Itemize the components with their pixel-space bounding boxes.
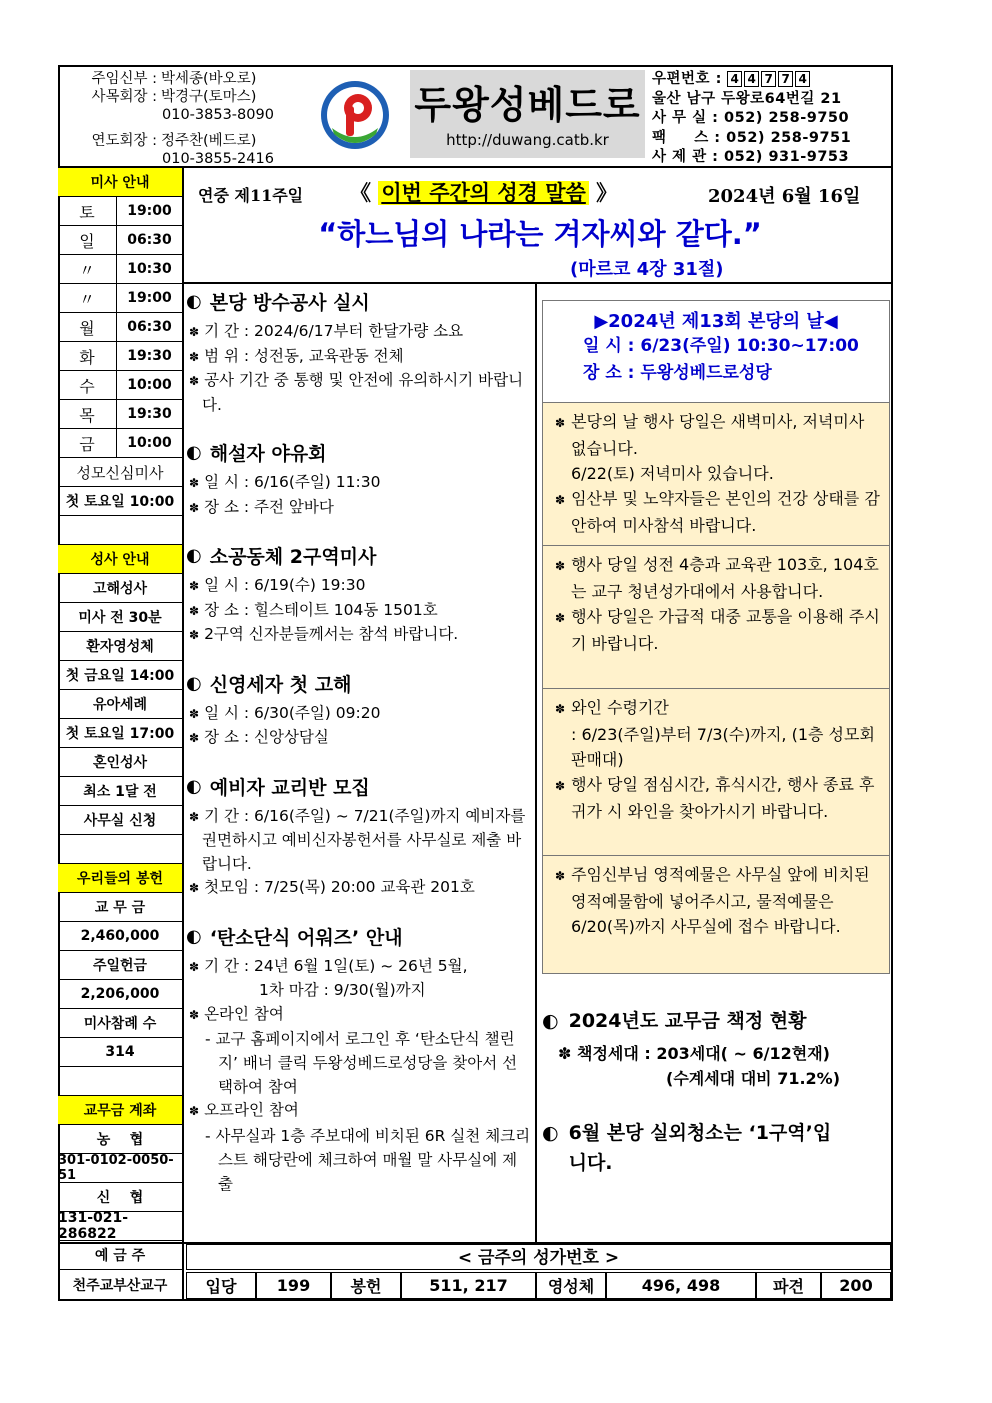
divider: [184, 282, 893, 284]
note-box: ✽ 주임신부님 영적예물은 사무실 앞에 비치된 영적예물함에 넣어주시고, 물적예물은 6/20(목)까지 사무실에 접수 바랍니다.: [542, 856, 890, 974]
half-circle-icon: ◐: [186, 775, 202, 797]
half-circle-icon: ◐: [186, 672, 202, 694]
notice-section: ◐ 예비자 교리반 모집 ✽ 기 간 : 6/16(주일) ~ 7/21(주일)까지 예비자를 권면하시고 예비신자봉헌서를 사무실로 제출 바랍니다. ✽ 첫모임 : 7/25(목) 20:00 교육관 201호: [186, 775, 526, 896]
hymn-row: 입당 199 봉헌 511, 217 영성체 496, 498 파견 200: [186, 1272, 891, 1299]
half-circle-icon: ◐: [186, 442, 202, 463]
hymn-title: < 금주의 성가번호 >: [186, 1244, 891, 1270]
scripture-heading: 《 이번 주간의 성경 말씀 》: [350, 181, 618, 205]
notice-section: ◐ 신영세자 첫 고해 ✽ 일 시 : 6/30(주일) 09:20 ✽ 장 소 : 신앙상담실: [186, 672, 381, 746]
verse-text: “하느님의 나라는 겨자씨와 같다.”: [318, 217, 762, 251]
parish-url[interactable]: http://duwang.catb.kr: [446, 131, 609, 149]
note-box: ✽ 와인 수령기간 : 6/23(주일)부터 7/3(수)까지, (1층 성모회 판매대) ✽ 행사 당일 점심시간, 휴식시간, 행사 종료 후 귀가 시 와인을 찾아가시기 바랍니다.: [542, 689, 890, 856]
divider: [535, 284, 537, 1242]
staff-info: 주임신부 : 박세종(바오로) 사목회장 : 박경구(토마스) 010-3853-8090 연도회장 : 정주찬(베드로) 010-3855-2416: [91, 71, 274, 167]
note-box: ✽ 행사 당일 성전 4층과 교육관 103호, 104호는 교구 청년성가대에서 사용합니다. ✽ 행사 당일은 가급적 대중 교통을 이용해 주시기 바랍니다.: [542, 546, 890, 689]
notice-section: ◐ ‘탄소단식 어워즈’ 안내 ✽ 기 간 : 24년 6월 1일(토) ~ 26년 5월, 1차 마감 : 9/30(월)까지 ✽ 온라인 참여 - 교구 홈페이지에서 로그인 후 ‘탄소단식 챌린지’ 배너 클릭 두왕성베드로성당을 찾아서 선택하여 참여 ✽ 오프라인 참여 - 사무실과 1층 주보대에 비치된 6R 실천 체크리스트 해당란에 체크하여 매월 말 사무실에 제출: [186, 925, 531, 1193]
half-circle-icon: ◐: [542, 1122, 559, 1144]
contact-info: 우편번호 : 4 4 7 7 4 울산 남구 두왕로64번길 21 사 무 실 : 052) 258-9750 팩 스 : 052) 258-9751 사 제 관 : 052) 931-9753: [652, 71, 852, 165]
notice-section: ◐ 소공동체 2구역미사 ✽ 일 시 : 6/19(수) 19:30 ✽ 장 소 : 힐스테이트 104동 1501호 ✽ 2구역 신자분들께서는 참석 바랍니다.: [186, 545, 459, 643]
parish-title-box: [410, 70, 645, 158]
liturgical-week: 연중 제11주일: [198, 186, 304, 205]
parish-logo-icon: [318, 78, 392, 152]
bulletin-date: 2024년 6월 16일: [708, 186, 861, 207]
parish-title: 두왕성베드로: [414, 83, 641, 127]
verse-reference: (마르코 4장 31절): [570, 259, 724, 280]
half-circle-icon: ◐: [542, 1010, 559, 1032]
feast-announcement: ▶2024년 제13회 본당의 날◀ 일 시 : 6/23(주일) 10:30~17:00 장 소 : 두왕성베드로성당: [542, 300, 890, 403]
notices-column: [186, 288, 531, 1218]
divider: [182, 168, 184, 1301]
cleaning-section: ◐ 6월 본당 실외청소는 ‘1구역’입니다.: [542, 1118, 842, 1178]
notice-section: ◐ 해설자 야유회 ✽ 일 시 : 6/16(주일) 11:30 ✽ 장 소 : 주전 앞바다: [186, 442, 381, 516]
half-circle-icon: ◐: [186, 545, 202, 566]
half-circle-icon: ◐: [186, 291, 202, 312]
feast-panel: [542, 300, 890, 974]
half-circle-icon: ◐: [186, 925, 202, 947]
sidebar: 미사 안내 토 19:00 일 06:30 〃 10:30 〃 19:00 월 06:30 화 19:30 수 10:00 목 19:30 금 10:00 성모신심미사 첫 토요일 10:00 성사 안내 고해성사 미사 전 30분 환자영성체 첫 금요일 14:00 유아세례 첫 토요일 17:00 혼인성사 최소 1달 전 사무실 신청 우리들의 봉헌 교 무 금 2,460,000 주일헌금 2,206,000 미사참례 수 314 교무금 계좌 농 협 301-0102-0050-51 신 협 131-021-286822 예 금 주 천주교부산교구: [58, 168, 182, 1299]
note-box: ✽ 본당의 날 행사 당일은 새벽미사, 저녁미사 없습니다. 6/22(토) 저녁미사 있습니다. ✽ 임산부 및 노약자들은 본인의 건강 상태를 감안하여 미사참석 바랍니다.: [542, 403, 890, 546]
notice-section: ◐ 본당 방수공사 실시 ✽ 기 간 : 2024/6/17부터 한달가량 소요 ✽ 범 위 : 성전동, 교육관동 전체 ✽ 공사 기간 중 통행 및 안전에 유의하시기 바랍니다.: [186, 291, 524, 414]
dues-section: ◐ 2024년도 교무금 책정 현황 ✽ 책정세대 : 203세대( ~ 6/12현재) (수계세대 대비 71.2%): [542, 1010, 841, 1088]
